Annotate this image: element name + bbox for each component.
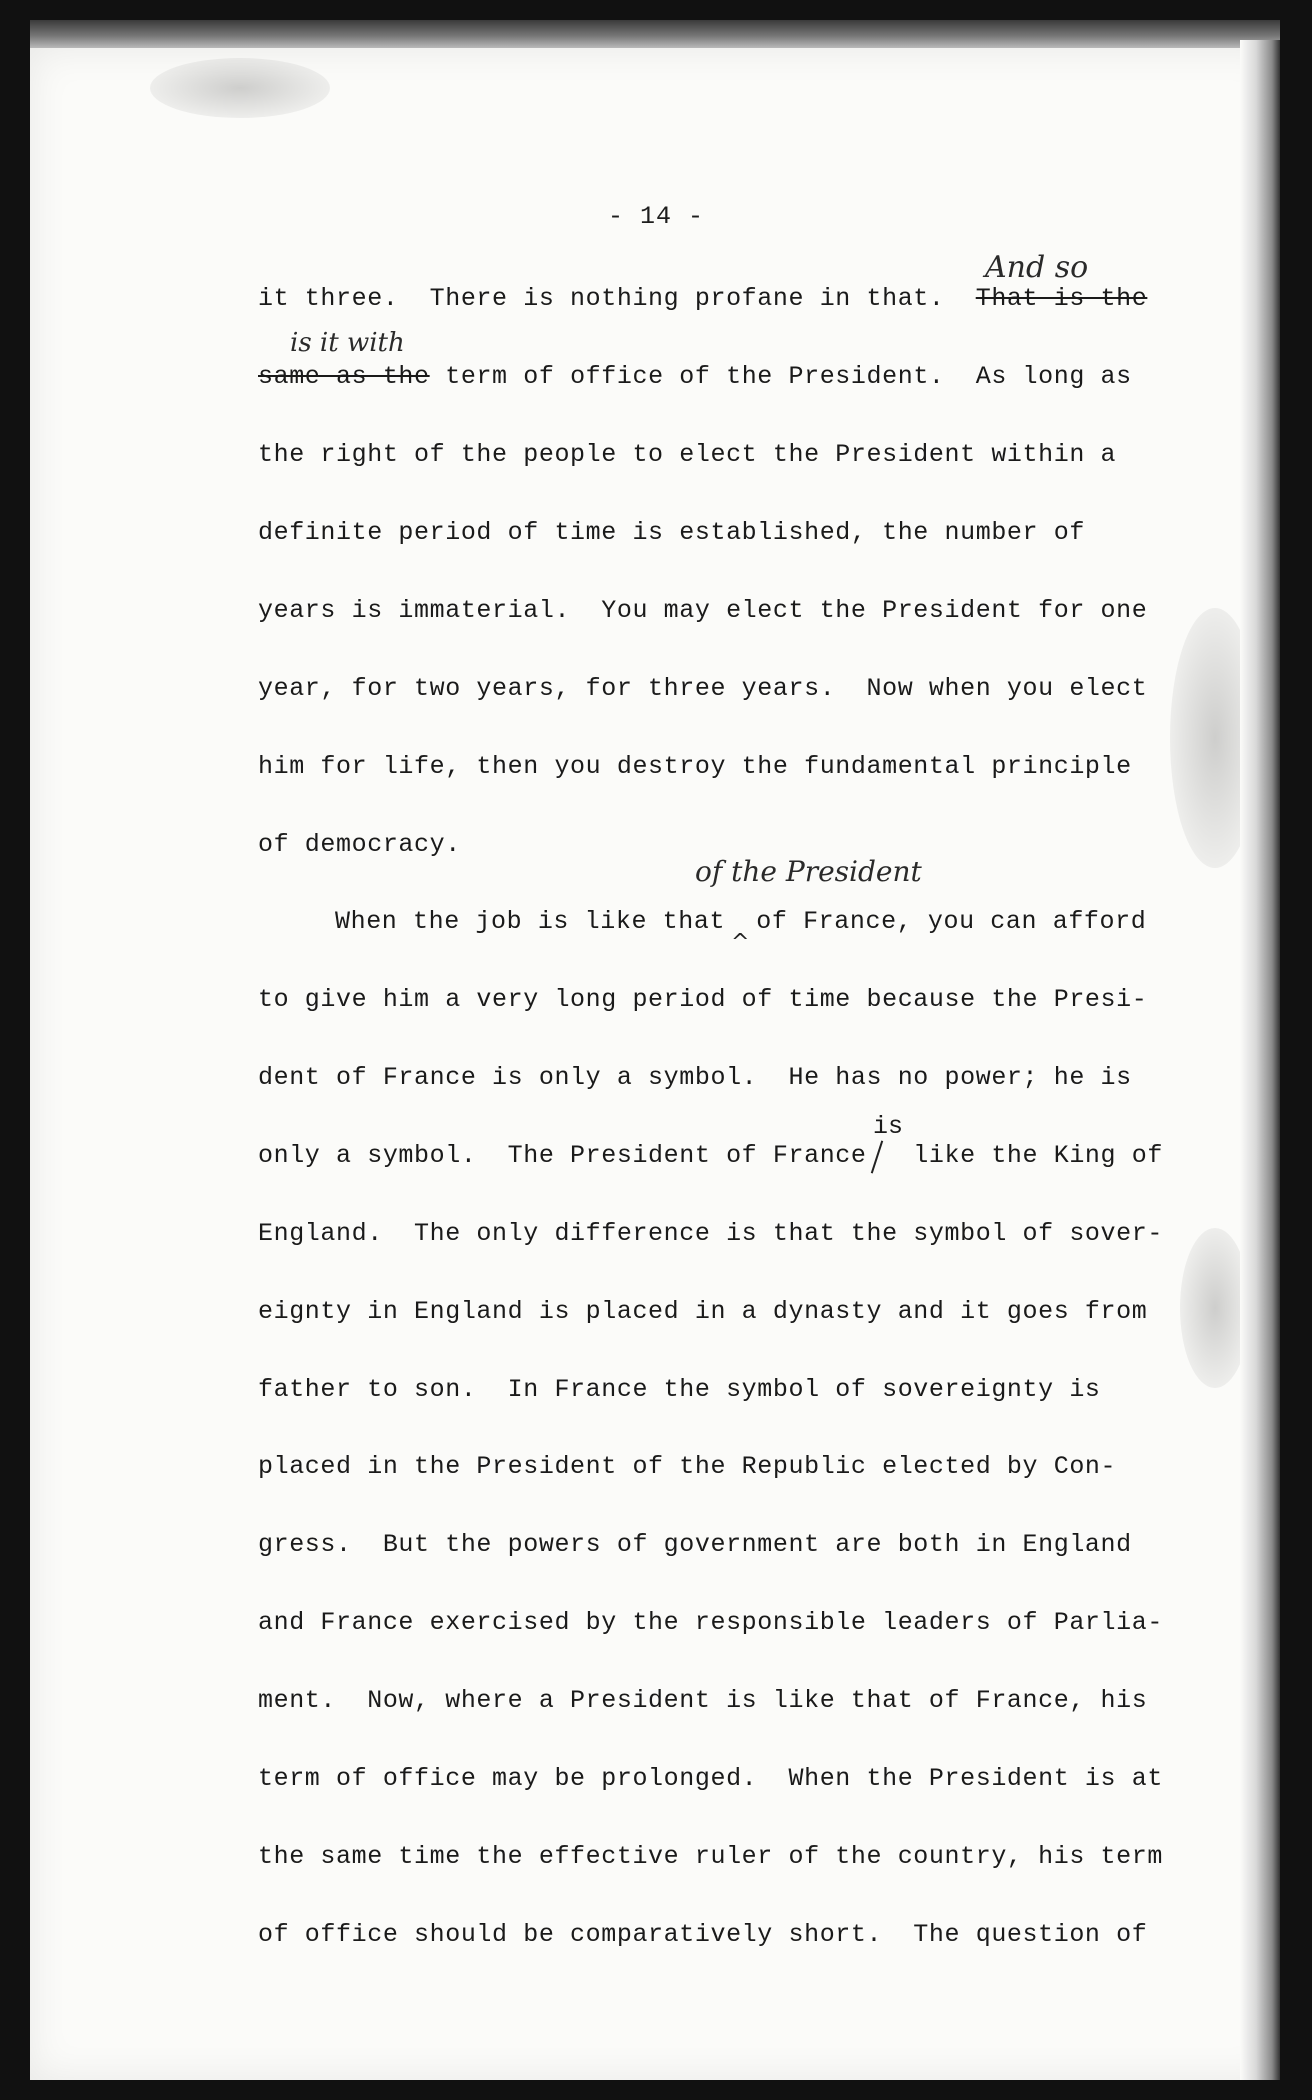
struck-text: That is the xyxy=(975,284,1148,313)
text-fragment: it three. There is nothing profane in that. xyxy=(258,284,976,313)
text-line: definite period of time is established, the number of xyxy=(258,518,1085,547)
text-line: the right of the people to elect the President within a xyxy=(258,440,1117,469)
page-number: - 14 - xyxy=(607,202,704,231)
text-line: eignty in England is placed in a dynasty and it goes from xyxy=(258,1297,1148,1326)
text-line: the same time the effective ruler of the country, his term xyxy=(258,1842,1163,1871)
text-line: ment. Now, where a President is like that of France, his xyxy=(258,1686,1148,1715)
text-line: of democracy. xyxy=(258,830,461,859)
text-line: and France exercised by the responsible leaders of Parlia- xyxy=(258,1608,1163,1637)
handwritten-of-the-president: of the President xyxy=(695,855,922,888)
text-line: dent of France is only a symbol. He has no power; he is xyxy=(258,1063,1132,1092)
text-line: gress. But the powers of government are both in England xyxy=(258,1530,1132,1559)
text-fragment: term of office of the President. As long as xyxy=(429,362,1132,391)
insertion-caret: ^ xyxy=(731,930,750,955)
text-line xyxy=(258,362,1132,392)
text-line: England. The only difference is that the symbol of sover- xyxy=(258,1219,1163,1248)
text-line: him for life, then you destroy the fundamental principle xyxy=(258,752,1132,781)
text-line: only a symbol. The President of France like the King of xyxy=(258,1141,1163,1170)
text-line: When the job is like that of France, you can afford xyxy=(335,907,1147,936)
struck-text: same as the xyxy=(258,362,430,391)
text-line: father to son. In France the symbol of sovereignty is xyxy=(258,1375,1101,1404)
scan-smudge xyxy=(150,58,330,118)
text-line xyxy=(258,284,1147,314)
text-line: placed in the President of the Republic elected by Con- xyxy=(258,1452,1117,1481)
text-line: of office should be comparatively short. The question of xyxy=(258,1920,1148,1949)
text-line: year, for two years, for three years. Now when you elect xyxy=(258,674,1148,703)
text-line: years is immaterial. You may elect the President for one xyxy=(258,596,1148,625)
handwritten-is-it-with: is it with xyxy=(290,328,405,358)
text-line: term of office may be prolonged. When the President is at xyxy=(258,1764,1163,1793)
page-edge-shadow-right xyxy=(1240,40,1280,2080)
typed-insert-is: is xyxy=(873,1112,904,1141)
handwritten-and-so: And so xyxy=(985,250,1089,285)
text-line: to give him a very long period of time because the Presi- xyxy=(258,985,1148,1014)
